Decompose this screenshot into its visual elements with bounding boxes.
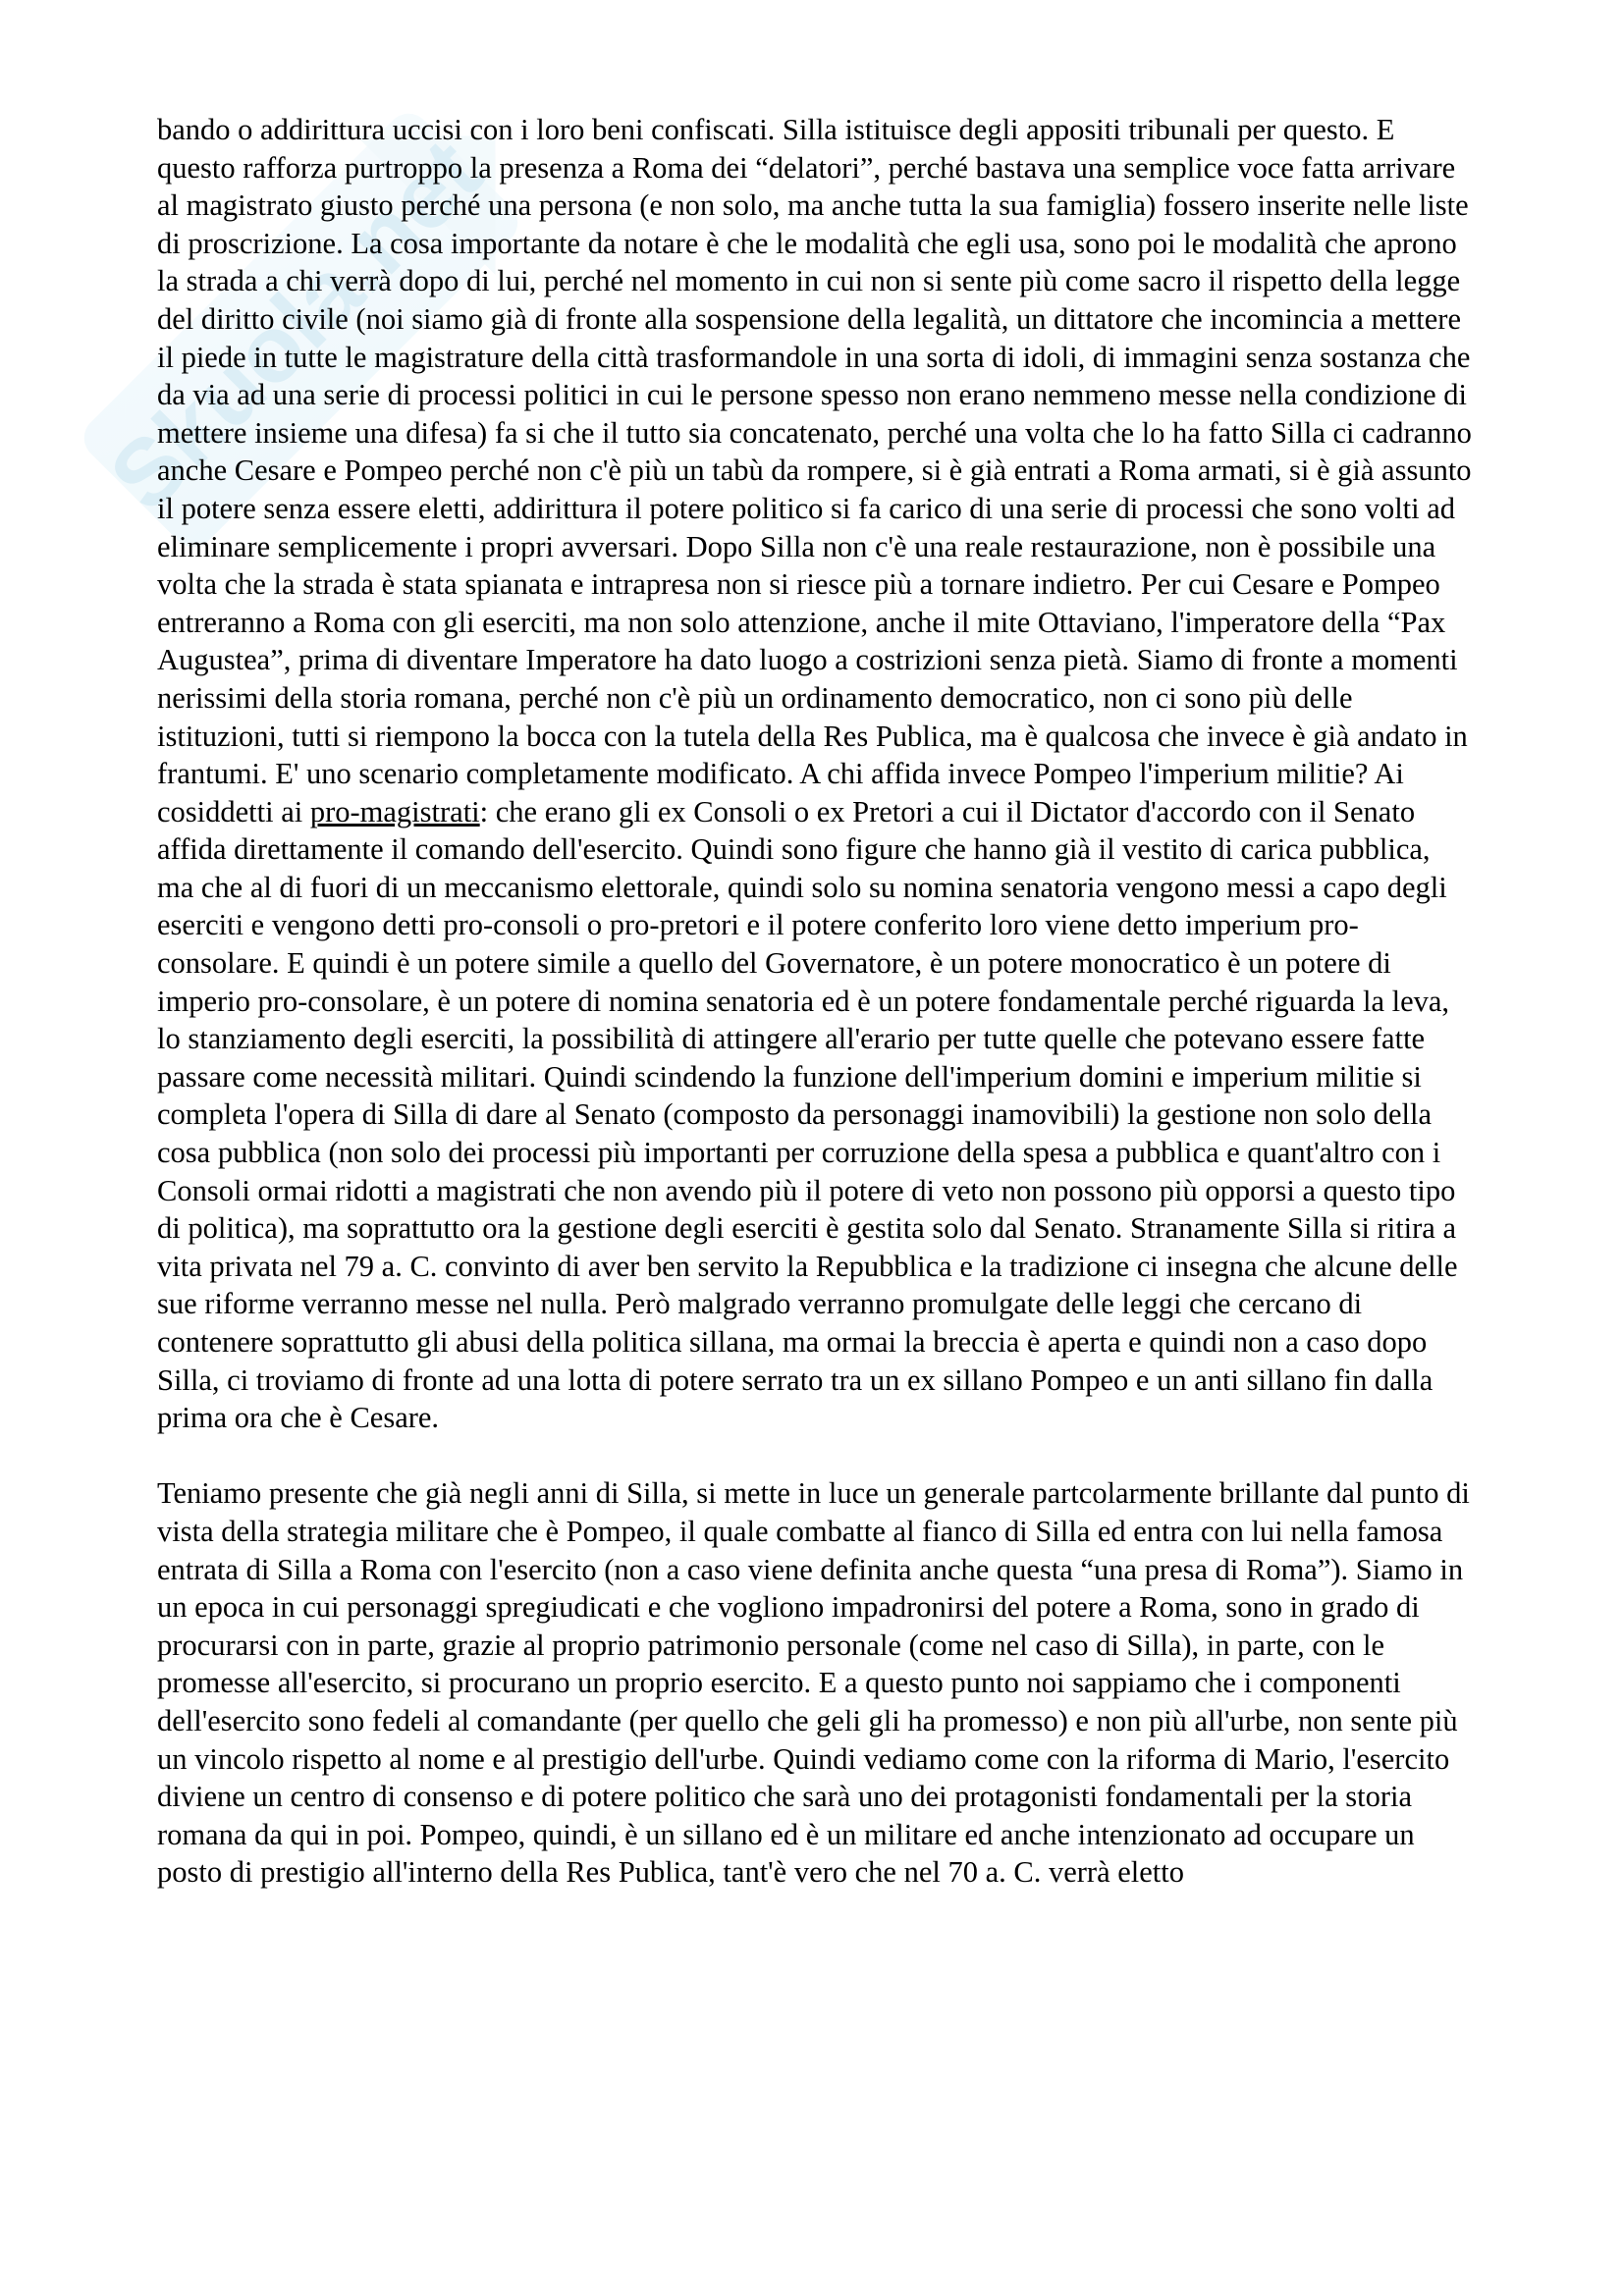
underlined-term-pro-magistrati: pro-magistrati	[309, 794, 480, 828]
paragraph-2: Teniamo presente che già negli anni di Silla, si mette in luce un generale partcolarmente brillante dal punto di vista della strategia militare che è Pompeo, il quale combatte al fianco di Silla ed entra con lui nella famosa entrata di Silla a Roma con l'esercito (non a caso viene definita anche questa “una presa di Roma”). Siamo in un epoca in cui personaggi spregiudicati e che vogliono impadronirsi del potere a Roma, sono in grado di procurarsi con in parte, grazie al proprio patrimonio personale (come nel caso di Silla), in parte, con le promesse all'esercito, si procurano un proprio esercito. E a questo punto noi sappiamo che i componenti dell'esercito sono fedeli al comandante (per quello che geli gli ha promesso) e non più all'urbe, non sente più un vincolo rispetto al nome e al prestigio dell'urbe. Quindi vediamo come con la riforma di Mario, l'esercito diviene un centro di consenso e di potere politico che sarà uno dei protagonisti fondamentali per la storia romana da qui in poi. Pompeo, quindi, è un sillano ed è un militare ed anche intenzionato ad occupare un posto di prestigio all'interno della Res Publica, tant'è vero che nel 70 a. C. verrà eletto	[157, 1476, 1470, 1890]
document-body	[157, 111, 1473, 1892]
paragraph-1-text-before: bando o addirittura uccisi con i loro beni confiscati. Silla istituisce degli appositi tribunali per questo. E questo rafforza purtroppo la presenza a Roma dei “delatori”, perché bastava una semplice voce fatta arrivare al magistrato giusto perché una persona (e non solo, ma anche tutta la sua famiglia) fossero inserite nelle liste di proscrizione. La cosa importante da notare è che le modalità che egli usa, sono poi le modalità che aprono la strada a chi verrà dopo di lui, perché nel momento in cui non si sente più come sacro il rispetto della legge del diritto civile (noi siamo già di fronte alla sospensione della legalità, un dittatore che incomincia a mettere il piede in tutte le magistrature della città trasformandole in una sorta di idoli, di immagini senza sostanza che da via ad una serie di processi politici in cui le persone spesso non erano nemmeno messe nella condizione di mettere insieme una difesa) fa si che il tutto sia concatenato, perché una volta che lo ha fatto Silla ci cadranno anche Cesare e Pompeo perché non c'è più un tabù da rompere, si è già entrati a Roma armati, si è già assunto il potere senza essere eletti, addirittura il potere politico si fa carico di una serie di processi che sono volti ad eliminare semplicemente i propri avversari. Dopo Silla non c'è una reale restaurazione, non è possibile una volta che la strada è stata spianata e intrapresa non si riesce più a tornare indietro. Per cui Cesare e Pompeo entreranno a Roma con gli eserciti, ma non solo attenzione, anche il mite Ottaviano, l'imperatore della “Pax Augustea”, prima di diventare Imperatore ha dato luogo a costrizioni senza pietà. Siamo di fronte a momenti nerissimi della storia romana, perché non c'è più un ordinamento democratico, non ci sono più delle istituzioni, tutti si riempono la bocca con la tutela della Res Publica, ma è qualcosa che invece è già andato in frantumi. E' uno scenario completamente modificato. A chi affida invece Pompeo l'imperium militie? Ai cosiddetti ai	[157, 113, 1472, 828]
watermark-text: Skuola.net	[89, 119, 502, 531]
paragraph-1-text-after: : che erano gli ex Consoli o ex Pretori a cui il Dictator d'accordo con il Senato affida direttamente il comando dell'esercito. Quindi sono figure che hanno già il vestito di carica pubblica, ma che al di fuori di un meccanismo elettorale, quindi solo su nomina senatoria vengono messi a capo degli eserciti e vengono detti pro-consoli o pro-pretori e il potere conferito loro viene detto imperium pro-consolare. E quindi è un potere simile a quello del Governatore, è un potere monocratico è un potere di imperio pro-consolare, è un potere di nomina senatoria ed è un potere fondamentale perché riguarda la leva, lo stanziamento degli eserciti, la possibilità di attingere all'erario per tutte quelle che potevano essere fatte passare come necessità militari. Quindi scindendo la funzione dell'imperium domini e imperium militie si completa l'opera di Silla di dare al Senato (composto da personaggi inamovibili) la gestione non solo della cosa pubblica (non solo dei processi più importanti per corruzione della spesa a pubblica e quant'altro con i Consoli ormai ridotti a magistrati che non avendo più il potere di veto non possono più opporsi a questo tipo di politica), ma soprattutto ora la gestione degli eserciti è gestita solo dal Senato. Stranamente Silla si ritira a vita privata nel 79 a. C. convinto di aver ben servito la Repubblica e la tradizione ci insegna che alcune delle sue riforme verranno messe nel nulla. Però malgrado verranno promulgate delle leggi che cercano di contenere soprattutto gli abusi della politica sillana, ma ormai la breccia è aperta e quindi non a caso dopo Silla, ci troviamo di fronte ad una lotta di potere serrato tra un ex sillano Pompeo e un anti sillano fin dalla prima ora che è Cesare.	[157, 794, 1458, 1435]
paragraph-spacer	[157, 1437, 1473, 1475]
paragraph-1	[157, 111, 1473, 1437]
